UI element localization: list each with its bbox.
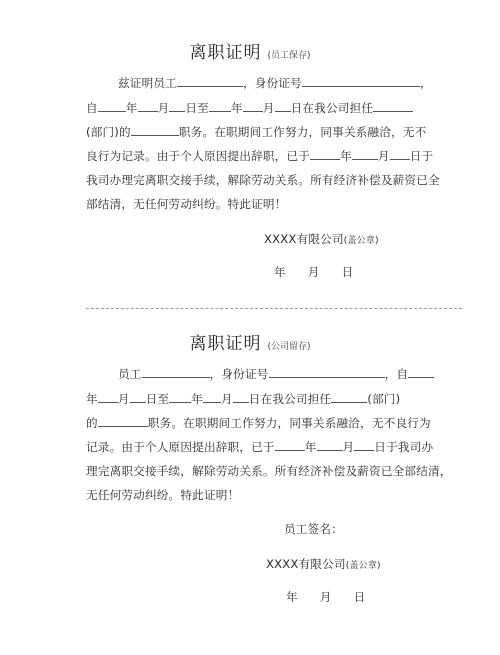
start-month-blank[interactable] (138, 102, 158, 112)
section2-title: 离职证明 (189, 334, 262, 354)
section2-company (266, 556, 381, 572)
start-day-blank[interactable] (169, 102, 185, 112)
text: ，身份证号 (209, 367, 269, 381)
date-year-label: 年 (274, 265, 286, 279)
section1-company (264, 231, 379, 247)
text: ，自 (384, 367, 409, 381)
resign-month-blank[interactable] (352, 150, 378, 160)
end-day-blank[interactable] (275, 102, 291, 112)
text: 日于 (409, 149, 434, 163)
text: (部门)的 (86, 125, 131, 139)
section1-date (274, 264, 353, 280)
section1-line-6: 部结清，无任何劳动纠纷。特此证明！ (86, 197, 287, 211)
section2-line-1 (118, 366, 434, 382)
department-blank[interactable] (331, 393, 367, 403)
signature-label: 员工签名： (284, 522, 343, 536)
end-month-blank[interactable] (243, 102, 263, 112)
section2-title-row (0, 329, 500, 354)
id-number-blank[interactable] (302, 77, 420, 87)
end-year-blank[interactable] (169, 393, 191, 403)
section1-line-1 (118, 75, 432, 91)
text: 月 (342, 440, 355, 454)
text: ，身份证号 (242, 76, 302, 90)
text: 年 (191, 392, 203, 406)
id-number-blank[interactable] (269, 368, 385, 378)
position-blank[interactable] (98, 417, 148, 427)
start-year-blank[interactable] (98, 102, 126, 112)
text: 自 (86, 101, 98, 115)
section2-title-note: (公司留存) (267, 342, 311, 352)
start-month-blank[interactable] (98, 393, 118, 403)
end-month-blank[interactable] (203, 393, 221, 403)
section2-date (286, 589, 365, 605)
date-day-label: 日 (341, 265, 354, 279)
section2-line-2 (86, 391, 400, 407)
text: 月 (377, 149, 390, 163)
section1-title-note: (员工保存) (267, 51, 311, 61)
start-year-blank-1[interactable] (408, 368, 434, 378)
text: 日在我公司担任 (248, 392, 332, 406)
text: 月 (220, 392, 233, 406)
section1-line-5: 我司办理完离职交接手续，解除劳动关系。所有经济补偿及薪资已全 (86, 173, 440, 187)
section2-line-3 (86, 415, 431, 431)
text: 年 (125, 101, 138, 115)
resign-month-blank[interactable] (317, 441, 343, 451)
text: 月 (117, 392, 130, 406)
section1-line-2 (86, 100, 413, 116)
section2-line-6: 无任何劳动纠纷。特此证明！ (86, 488, 240, 502)
text: 记录。由于个人原因提出辞职，已于 (86, 440, 275, 454)
end-year-blank[interactable] (209, 102, 231, 112)
text: 年 (86, 392, 98, 406)
end-day-blank[interactable] (233, 393, 249, 403)
department-blank[interactable] (373, 102, 413, 112)
date-day-label: 日 (353, 590, 366, 604)
text: 月 (157, 101, 170, 115)
employee-name-blank[interactable] (142, 368, 210, 378)
section2-line-4 (86, 439, 433, 455)
text: 日至 (185, 101, 209, 115)
text: ， (419, 76, 432, 90)
text: 年 (304, 440, 317, 454)
text: (部门) (367, 392, 401, 406)
text: 良行为记录。由于个人原因提出辞职，已于 (86, 149, 311, 163)
text: 年 (340, 149, 352, 163)
section1-title-row (0, 38, 500, 63)
text: 员工 (118, 367, 142, 381)
start-day-blank[interactable] (130, 393, 146, 403)
cut-line-divider (86, 308, 462, 309)
resign-day-blank[interactable] (354, 441, 374, 451)
position-blank[interactable] (131, 126, 179, 136)
text: 年 (230, 101, 243, 115)
date-year-label: 年 (286, 590, 298, 604)
text: 月 (262, 101, 275, 115)
text: 的 (86, 416, 98, 430)
resign-year-blank[interactable] (275, 441, 305, 451)
section1-line-3 (86, 124, 427, 140)
text: 职务。在职期间工作努力，同事关系融洽，无不良行为 (147, 416, 431, 430)
text: 日至 (145, 392, 170, 406)
resign-year-blank[interactable] (310, 150, 340, 160)
employee-name-blank[interactable] (177, 77, 243, 87)
company-name: XXXX有限公司 (266, 557, 346, 571)
text: 兹证明员工 (118, 76, 177, 90)
section1-line-4 (86, 148, 433, 164)
company-name: XXXX有限公司 (264, 232, 344, 246)
section2-signature (284, 521, 343, 537)
section1-title: 离职证明 (189, 43, 262, 63)
text: 日于我司办 (374, 440, 434, 454)
text: 职务。在职期间工作努力，同事关系融洽，无不 (178, 125, 427, 139)
resign-day-blank[interactable] (390, 150, 410, 160)
text: 日在我公司担任 (290, 101, 374, 115)
date-month-label: 月 (319, 590, 332, 604)
seal-note: (盖公章) (343, 236, 379, 246)
date-month-label: 月 (307, 265, 320, 279)
section2-line-5: 理完离职交接手续，解除劳动关系。所有经济补偿及薪资已全部结清， (86, 464, 452, 478)
seal-note: (盖公章) (345, 561, 381, 571)
